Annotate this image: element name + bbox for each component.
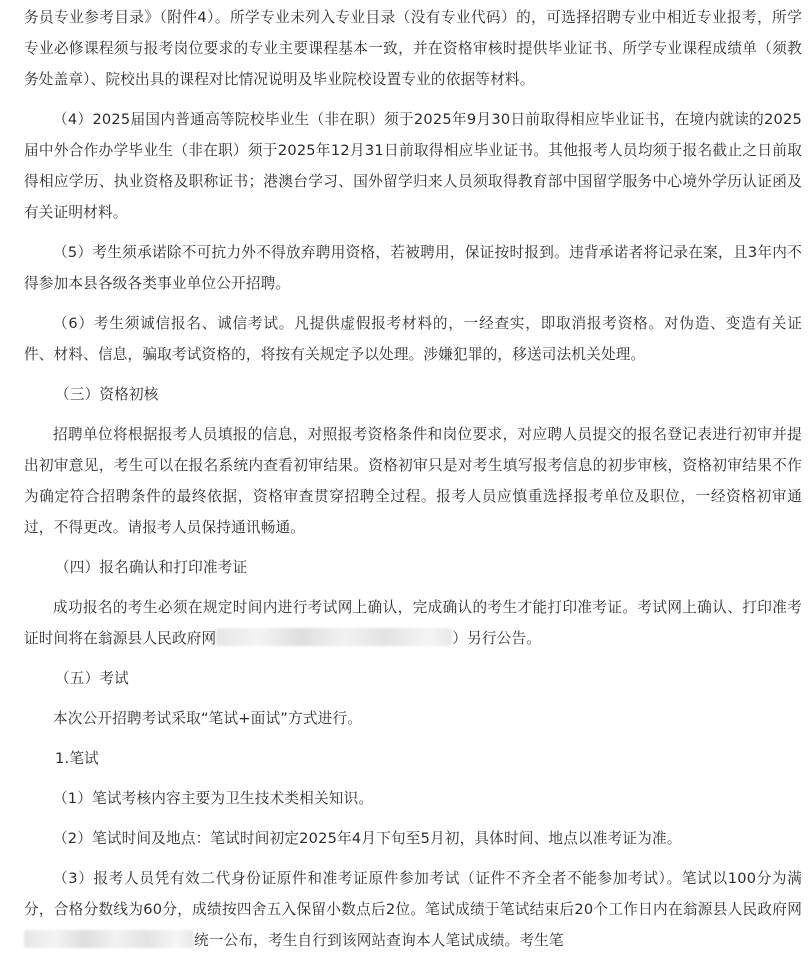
paragraph-online-confirmation-text: 成功报名的考生必须在规定时间内进行考试网上确认，完成确认的考生才能打印准考证。考试网上确认、打印准考证时间将在翁源县人民政府网 [24,599,802,647]
heading-confirm-admission-ticket: （四）报名确认和打印准考证 [55,559,248,576]
heading-written-exam: 1.笔试 [55,750,99,767]
paragraph-exam-requirements [0,863,808,956]
paragraph-exam-method: 本次公开招聘考试采取“笔试+面试”方式进行。 [53,710,363,727]
paragraph-major-reference: 务员专业参考目录》（附件4）。所学专业未列入专业目录（没有专业代码）的，可选择招聘专业中相近专业报考，所学专业必修课程须与报考岗位要求的专业主要课程基本一致，并在资格审核时提供毕业证书、所学专业课程成绩单（须教务处盖章）、院校出具的课程对比情况说明及毕业院校设置专业的依据等材料。 [24,9,802,88]
heading-qualification-review: （三）资格初核 [55,386,159,403]
redacted-url [216,628,452,646]
paragraph-exam-time-place: （2）笔试时间及地点：笔试时间初定2025年4月下旬至5月初，具体时间、地点以准考证为准。 [53,830,682,847]
heading-exam: （五）考试 [55,670,129,687]
paragraph-online-confirmation [0,592,808,654]
paragraph-integrity: （6）考生须诚信报名、诚信考试。凡提供虚假报考材料的，一经查实，即取消报考资格。对伪造、变造有关证件、材料、信息，骗取考试资格的，将按有关规定予以处理。涉嫌犯罪的，移送司法机关处理。 [24,315,802,363]
redacted-url [24,930,194,948]
paragraph-exam-content: （1）笔试考核内容主要为卫生技术类相关知识。 [53,790,374,807]
paragraph-commitment: （5）考生须承诺除不可抗力外不得放弃聘用资格，若被聘用，保证按时报到。违背承诺者将记录在案，且3年内不得参加本县各级各类事业单位公开招聘。 [24,244,802,292]
paragraph-exam-requirements-text: （3）报考人员凭有效二代身份证原件和准考证原件参加考试（证件不齐全者不能参加考试）。笔试以100分为满分，合格分数线为60分，成绩按四舍五入保留小数点后2位。笔试成绩于笔试结束后20个工作日内在翁源县人民政府网 [24,870,802,918]
paragraph-online-confirmation-tail: ）另行公告。 [452,630,542,647]
paragraph-preliminary-review: 招聘单位将根据报考人员填报的信息，对照报考资格条件和岗位要求，对应聘人员提交的报名登记表进行初审并提出初审意见，考生可以在报名系统内查看初审结果。资格初审只是对考生填写报考信息的初步审核，资格初审结果不作为确定符合招聘条件的最终依据，资格审查贯穿招聘全过程。报考人员应慎重选择报考单位及职位，一经资格初审通过，不得更改。请报考人员保持通讯畅通。 [24,426,802,536]
paragraph-graduate-certificate: （4）2025届国内普通高等院校毕业生（非在职）须于2025年9月30日前取得相应毕业证书，在境内就读的2025届中外合作办学毕业生（非在职）须于2025年12月31日前取得相应毕业证书。其他报考人员均须于报名截止之日前取得相应学历、执业资格及职称证书；港澳台学习、国外留学归来人员须取得教育部中国留学服务中心境外学历认证函及有关证明材料。 [24,111,802,221]
paragraph-exam-requirements-tail: 统一公布，考生自行到该网站查询本人笔试成绩。考生笔 [194,932,564,949]
